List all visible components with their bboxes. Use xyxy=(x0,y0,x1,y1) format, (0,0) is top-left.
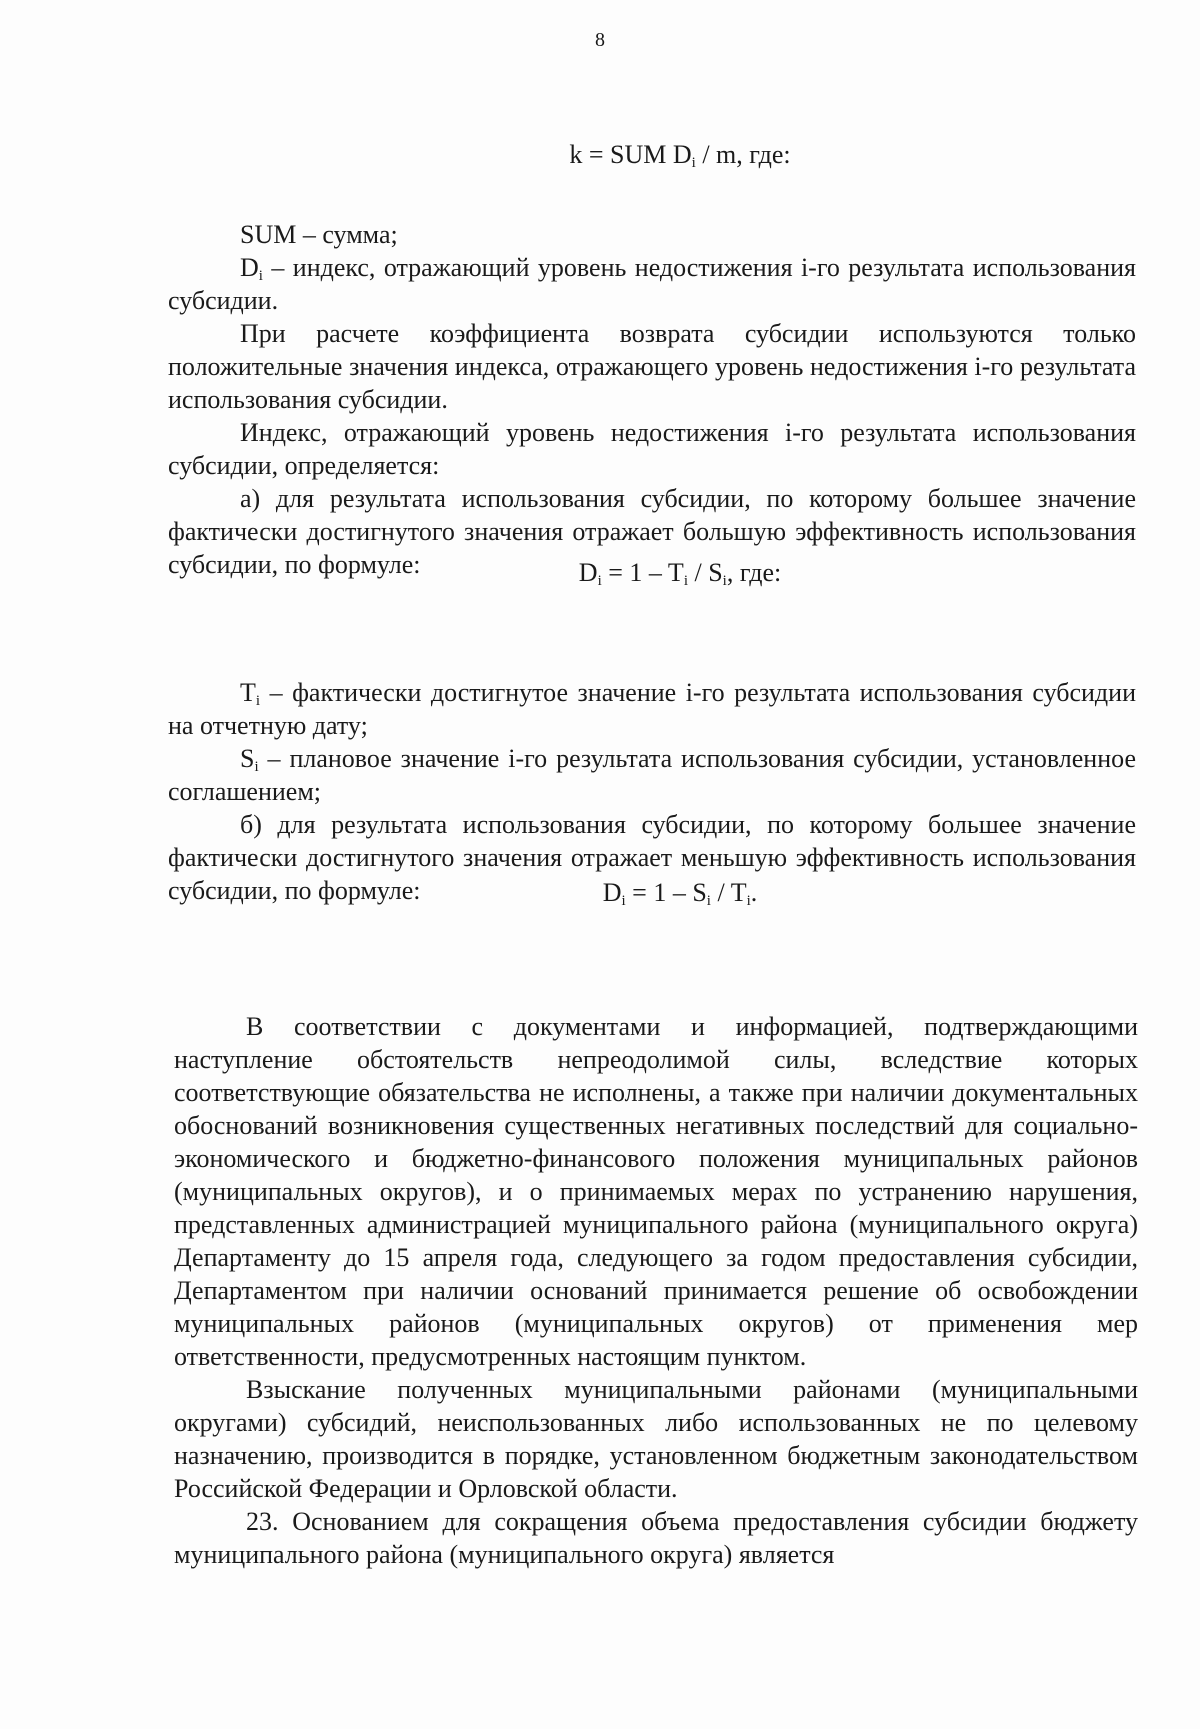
paragraph-force-majeure: В соответствии с документами и информацией, подтверждающими наступление обстоятельств непреодолимой силы, вследствие которых соответствующие обязательства не исполнены, а также при наличии документальных обоснований возникновения существенных негативных последствий для социально-экономического и бюджетно-финансового положения муниципальных районов (муниципальных округов), и о принимаемых мерах по устранению нарушения, представленных администрацией муниципального района (муниципального округа) Департаменту до 15 апреля года, следующего за годом предоставления субсидии, Департаментом при наличии оснований принимается решение об освобождении муниципальных районов (муниципальных округов) от применения мер ответственности, предусмотренных настоящим пунктом. xyxy=(174,1012,1138,1371)
formula-b-d-sub: i xyxy=(621,893,626,909)
ti-text: – фактически достигнутое значение i-го результата использования субсидии на отчетную дату; xyxy=(168,678,1136,740)
formula-b xyxy=(0,876,1200,909)
formula-b-slash: / T xyxy=(710,878,747,907)
ti-symbol: T xyxy=(240,678,256,707)
si-text: – плановое значение i-го результата использования субсидии, установленное соглашением; xyxy=(168,744,1136,806)
formula-a-d-sub: i xyxy=(597,573,602,589)
formula-b-s-sub: i xyxy=(706,893,711,909)
formula-b-suffix: . xyxy=(750,878,758,907)
formula-a-slash: / S xyxy=(687,558,723,587)
formula-a-d: D xyxy=(578,558,598,587)
si-definition xyxy=(168,742,1136,808)
di-sub: i xyxy=(258,268,263,284)
paragraph-positive-values: При расчете коэффициента возврата субсидии используются только положительные значения индекса, отражающего уровень недостижения i-го результата использования субсидии. xyxy=(168,319,1136,414)
si-sub: i xyxy=(254,759,259,775)
formula-b-d: D xyxy=(602,878,622,907)
ti-definition xyxy=(168,676,1136,742)
definitions-block-1 xyxy=(168,218,1136,581)
si-symbol: S xyxy=(240,744,255,773)
formula-k-prefix: k = SUM D xyxy=(569,140,692,169)
formula-b-t-sub: i xyxy=(746,893,751,909)
formula-a xyxy=(0,556,1200,589)
page-number: 8 xyxy=(595,29,605,51)
formula-a-suffix: , где: xyxy=(726,558,782,587)
paragraph-recovery: Взыскание полученных муниципальными районами (муниципальными округами) субсидий, неиспользованных либо использованных не по целевому назначению, производится в порядке, установленном бюджетным законодательством Российской Федерации и Орловской области. xyxy=(174,1375,1138,1503)
sum-definition: SUM – сумма; xyxy=(240,220,398,249)
body-block xyxy=(174,1010,1138,1571)
formula-a-s-sub: i xyxy=(722,573,727,589)
formula-b-mid: = 1 – S xyxy=(625,878,707,907)
paragraph-index-definition: Индекс, отражающий уровень недостижения i-го результата использования субсидии, определяется: xyxy=(168,418,1136,480)
paragraph-23: 23. Основанием для сокращения объема предоставления субсидии бюджету муниципального района (муниципального округа) является xyxy=(174,1507,1138,1569)
definitions-block-2 xyxy=(168,676,1136,907)
paragraph-case-b: б) для результата использования субсидии, по которому большее значение фактически достигнутого значения отражает меньшую эффективность использования субсидии, по формуле: xyxy=(168,810,1136,905)
paragraph-case-a: а) для результата использования субсидии, по которому большее значение фактически достигнутого значения отражает большую эффективность использования субсидии, по формуле: xyxy=(168,484,1136,579)
di-symbol: D xyxy=(240,253,259,282)
formula-k-suffix: / m, где: xyxy=(695,140,791,169)
di-definition xyxy=(168,251,1136,317)
formula-a-t-sub: i xyxy=(683,573,688,589)
formula-k xyxy=(0,138,1200,171)
ti-sub: i xyxy=(255,693,261,709)
di-text: – индекс, отражающий уровень недостижения i-го результата использования субсидии. xyxy=(168,253,1136,315)
formula-k-sub: i xyxy=(691,155,696,171)
formula-a-mid: = 1 – T xyxy=(601,558,684,587)
